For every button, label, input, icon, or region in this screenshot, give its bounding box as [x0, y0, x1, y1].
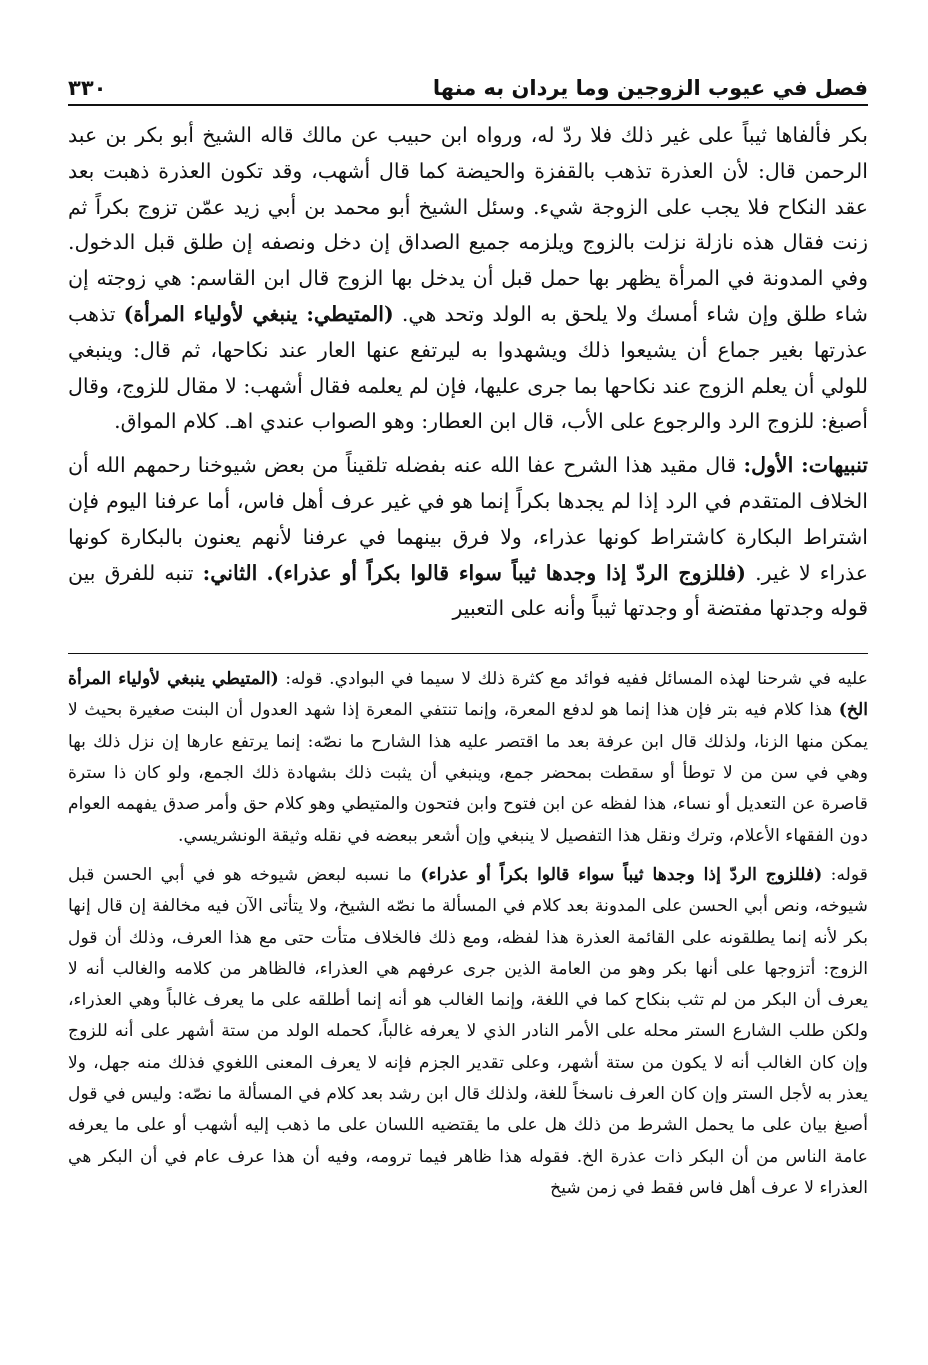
footnote-lemma: (فللزوج الردّ إذا وجدها ثيباً سواء قالوا بكراً أو عذراء) — [420, 864, 823, 885]
footnotes — [68, 664, 868, 1204]
footnote-text-span: عليه في شرحنا لهذه المسائل ففيه فوائد مع كثرة ذلك لا سيما في البوادي. قوله: — [285, 669, 868, 690]
quoted-text-lemma: (المتيطي: ينبغي لأولياء المرأة) — [123, 301, 394, 326]
running-header — [68, 62, 868, 106]
book-page — [68, 62, 868, 1204]
main-text — [68, 118, 868, 627]
main-text-span: تذهب عذرتها بغير جماع أن يشيعوا ذلك ويشهدوا به ليرتفع عنها العار عند نكاحها، ثم قال: وينبغي للولي أن يعلم الزوج عند نكاحها بما جرى عليها، فإن لم يعلمه فقال أشهب: لا مقال للزوج، وقال أصبغ: للزوج الرد والرجوع على الأب، قال ابن العطار: وهو الصواب عندي اهـ. كلام المواق. — [68, 301, 868, 434]
main-text-span: بكر فألفاها ثيباً على غير ذلك فلا ردّ له، ورواه ابن حبيب عن مالك قاله الشيخ أبو بكر بن عبد الرحمن قال: لأن العذرة تذهب بالقفزة والحيضة كما قال أشهب، وقد تكون العذرة ذهبت بعد عقد النكاح فلا يجب على الزوجة شيء. وسئل الشيخ أبو محمد بن أبي زيد عمّن تزوج بكراً ثم زنت فقال هذه نازلة نزلت بالزوج ويلزمه جميع الصداق إن دخل ونصفه إن طلق قبل الدخول. وفي المدونة في المرأة يظهر بها حمل قبل أن يدخل بها الزوج قال ابن القاسم: هي زوجته إن شاء طلق وإن شاء أمسك ولا يلحق به الولد وتحد هي. — [68, 123, 868, 326]
footnote-text-span: هذا كلام فيه بتر فإن هذا إنما هو لدفع المعرة، وإنما تنتفي المعرة إذا شهد العدول أن البنت صغيرة بحيث لا يمكن منها الزنا، ولذلك قال ابن عرفة بعد ما اقتصر عليه هذا الشارح ما نصّه: إنما يرتفع عارها إن نزل ذلك بها وهي في سن من لا توطأ أو سقطت بمحضر جمع، وينبغي أن يثبت ذلك بشهادة ذلك الجمع، ولو كان ذا سترة قاصرة عن التعديل أو نساء، هذا لفظه عن ابن فتوح وابن فتحون والمتيطي وهو كلام حق وأمر صدق يفهمه العوام دون الفقهاء الأعلام، وترك ونقل هذا التفصيل لا ينبغي وإن أشعر ببعضه في نقله وثيقة الونشريسي. — [68, 700, 868, 846]
second-note-heading: الثاني: — [202, 560, 258, 585]
footnote-paragraph-2 — [68, 860, 868, 1204]
page-number: ٣٣٠ — [68, 76, 107, 100]
footnote-text-span: قوله: — [830, 864, 869, 885]
main-paragraph-2 — [68, 448, 868, 627]
footnote-separator — [68, 653, 868, 654]
notes-heading: تنبيهات: الأول: — [743, 453, 868, 478]
quoted-text-lemma: (فللزوج الردّ إذا وجدها ثيباً سواء قالوا بكراً أو عذراء). — [266, 560, 746, 585]
main-text-span: تنبه للفرق بين قوله وجدتها مفتضة أو وجدتها ثيباً وأنه على التعبير — [68, 560, 868, 621]
main-text-span: قال مقيد هذا الشرح عفا الله عنه بفضله تلقيناً من بعض شيوخنا رحمهم الله أن الخلاف المتقدم في الرد إذا لم يجدها بكراً إنما هو في غير عرف أهل فاس، أما عرفنا اليوم فإن اشتراط البكارة كاشتراط كونها عذراء، ولا فرق بينهما في عرفنا لأنهم يعنون بالبكارة كونها عذراء لا غير. — [68, 453, 868, 585]
footnote-text-span: ما نسبه لبعض شيوخه هو في أبي الحسن قبل شيوخه، ونص أبي الحسن على المدونة بعد كلام في المسألة ما نصّه الشيخ، ولا يتأتى الآن فيه مخالفة إن قال إنها بكر لأنه إنما يطلقونه على القائمة العذرة هذا لفظه، ومع ذلك فالخلاف متأت حتى مع هذا العرف، وذلك أن قول الزوج: أتزوجها على أنها بكر وهو من العامة الذين جرى عرفهم هي العذراء، فالظاهر من كلامه والغالب أنه لا يعرف أن البكر من لم تثب بنكاح كما في اللغة، وإنما الغالب هو أنه إنما أطلقه على ما يعرف غالباً وهي العذراء، ولكن طلب الشارع الستر محله على الأمر النادر الذي لا يعرفه غالباً، كحمله الولد من ستة أشهر على أنه للزوج وإن كان الغالب أنه لا يكون من ستة أشهر، وعلى تقدير الجزم فإنه لا يعرف المعنى اللغوي فذلك منه جهل، ولا يعذر به لأجل الستر وإن كان العرف ناسخاً للغة، ولذلك قال ابن رشد بعد كلام في المسألة ما نصّه: وليس في قول أصبغ بيان على ما يحمل الشرط من ذلك هل على ما يقتضيه اللسان على ما ذهب إليه أشهب أو على ما يعرفه عامة الناس من أن البكر ذات عذرة الخ. فقوله هذا ظاهر فيما ترومه، وفيه أن هذا عرف عام في أن البكر هي العذراء لا عرف أهل فاس فقط في زمن شيخ — [68, 864, 868, 1198]
footnote-lemma: (المتيطي ينبغي لأولياء المرأة الخ) — [68, 669, 868, 721]
header-title: فصل في عيوب الزوجين وما يردان به منها — [432, 76, 868, 100]
main-paragraph-1 — [68, 118, 868, 440]
footnote-paragraph-1 — [68, 664, 868, 852]
